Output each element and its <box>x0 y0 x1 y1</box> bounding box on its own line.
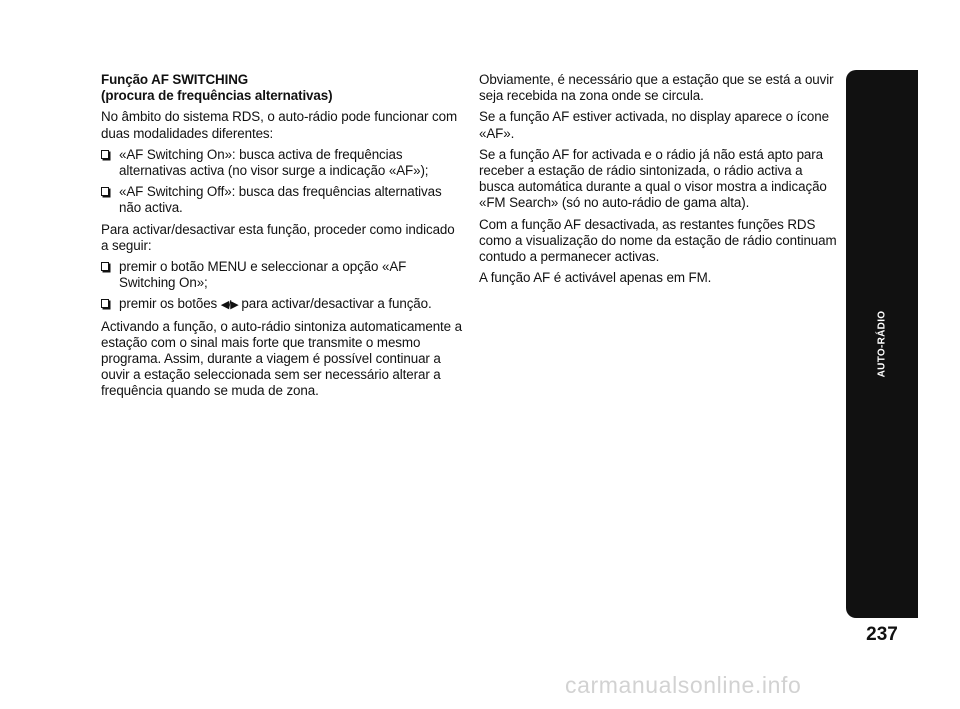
paragraph-3: Se a função AF for activada e o rádio já não está apto para receber a estação de rádio sintonizada, o rádio activa a busca automática durante a qual o visor mostra a indicação «FM Search» (só no auto-rádio de gama alta). <box>479 146 827 211</box>
left-column <box>101 72 463 405</box>
paragraph-intro: No âmbito do sistema RDS, o auto-rádio pode funcionar com duas modalidades diferentes: <box>101 109 458 141</box>
paragraph-explanation: Activando a função, o auto-rádio sintoniza automaticamente a estação com o sinal mais forte que transmite o mesmo programa. Assim, durante a viagem é possível continuar a ouvir a estação seleccionada sem ser necessário alterar a frequência quando se muda de zona. <box>101 318 462 399</box>
watermark: carmanualsonline.info <box>565 672 802 698</box>
paragraph-1: Obviamente, é necessário que a estação que se está a ouvir seja recebida na zona onde se circula. <box>479 72 834 104</box>
paragraph-5: A função AF é activável apenas em FM. <box>479 270 712 286</box>
heading-line-2: (procura de frequências alternativas) <box>101 88 333 104</box>
right-column <box>479 72 839 291</box>
list-item-text: premir o botão MENU e seleccionar a opção «AF Switching On»; <box>119 259 407 291</box>
paragraph-2: Se a função AF estiver activada, no display aparece o ícone «AF». <box>479 109 829 141</box>
section-side-tab <box>846 70 918 618</box>
checkbox-square-icon <box>101 299 109 308</box>
list-item <box>101 184 463 216</box>
page-number: 237 <box>866 624 898 645</box>
list-item-text: «AF Switching Off»: busca das frequências alternativas não activa. <box>119 184 442 216</box>
paragraph-4: Com a função AF desactivada, as restantes funções RDS como a visualização do nome da estação de rádio continuam contudo a permanecer activas. <box>479 216 837 265</box>
checkbox-square-icon <box>101 150 109 159</box>
checkbox-square-icon <box>101 262 109 271</box>
paragraph-instructions: Para activar/desactivar esta função, proceder como indicado a seguir: <box>101 221 455 253</box>
list-item-text-end: para activar/desactivar a função. <box>241 296 432 312</box>
checkbox-square-icon <box>101 187 109 196</box>
list-item-text: «AF Switching On»: busca activa de frequências alternativas activa (no visor surge a indicação «AF»); <box>119 146 429 179</box>
section-heading <box>101 72 463 104</box>
list-item <box>101 296 463 313</box>
left-right-arrows-icon: ◀/▶ <box>220 299 238 312</box>
side-tab-label: AUTO-RÁDIO <box>876 310 888 378</box>
list-item <box>101 259 463 291</box>
heading-line-1: Função AF SWITCHING <box>101 72 249 87</box>
list-item <box>101 147 463 179</box>
list-item-text-start: premir os botões <box>119 296 218 312</box>
